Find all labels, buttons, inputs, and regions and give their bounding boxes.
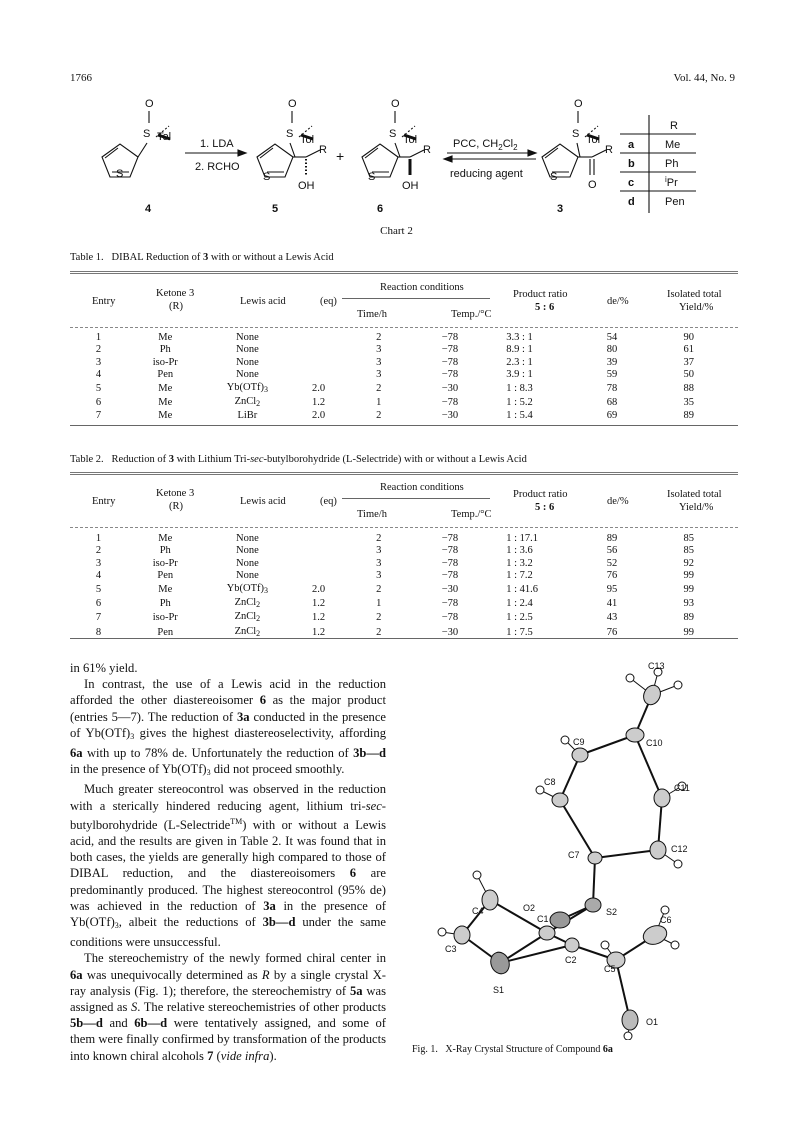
arrow2-top-label: PCC, $CH_2Cl_2$ [453,138,518,152]
table-cell: 2 [376,332,382,343]
col-temp: Temp./°C [451,509,492,520]
table-cell: 1 [95,533,102,544]
table-cell [291,357,346,369]
table-cell: 4 [95,570,102,582]
table-cell: −30 [441,626,459,638]
atom-OH: OH [402,180,419,192]
table-cell: 93 [683,598,694,610]
table-cell: 1 : 7.2 [506,570,533,582]
compound-label-4: 4 [145,203,152,215]
table-cell: Pen [157,369,174,381]
table-cell: Me [158,583,173,595]
table1-header [70,284,738,324]
table-cell: 41 [606,598,618,610]
table-cell: 1 : 5.2 [506,397,533,409]
table-cell: Ph [159,545,171,557]
compound-label-6: 6 [377,203,384,215]
atom-label-O2: O2 [523,903,536,913]
table-cell: 3 [376,356,382,368]
table-cell: 1 [95,332,102,343]
paragraph-3: The stereochemistry of the newly formed chiral center in 6a was unequivocally determined as R by a single crystal X-ray analysis (Fig. 1); therefore, the stereochemistry of 5a was assigned as S. The relative stereochemistries of other products 5b—d and 6b—d were tentatively assigned, and some of them were finally confirmed by transformation of the products into known chiral alcohols 7 (vide infra). [70,951,387,1063]
atom-R: R [423,144,431,156]
table-cell: 99 [683,570,694,582]
table-cell: 43 [606,612,618,624]
table-cell: 61 [683,344,694,356]
table-cell: Ph [159,344,171,356]
table-cell: 3 [376,344,382,356]
table-cell: 1 : 7.5 [506,626,533,638]
table-cell: 54 [606,332,618,343]
table-cell: 2.0 [311,583,326,595]
col-ratio: Product ratio [513,289,568,300]
col-yield: Isolated total [667,289,722,300]
chart-caption: Chart 2 [380,225,413,237]
r-key-a: a [628,139,635,151]
table-cell: 2 [376,382,382,394]
table-cell: Me [158,533,173,544]
paragraph-1: In contrast, the use of a Lewis acid in the reduction afforded the other diastereoisomer 6 as the major product (entries 5—7). The reduction of 3a conducted in the presence of $Yb(OTf)_3$ gives the highest diastereoselectivity, affording 6a with up to 78% de. Unfortunately the reduction of 3b—d in the presence of $Yb(OTf)_3$ did not proceed smoothly. [70,677,387,778]
page-number: 1766 [70,72,92,84]
table-cell: Me [158,332,173,343]
col-de: de/% [607,296,629,307]
table-cell: Me [158,410,173,422]
atom-S: S [116,168,124,180]
table-cell: 1 : 2.4 [506,598,533,610]
table-cell: 2 [95,344,102,356]
atom-label-C7: C7 [568,850,580,860]
table-cell: 89 [606,533,618,544]
col-time: Time/h [357,509,387,520]
r-value-d: Pen [665,196,685,208]
plus-sign: + [336,148,345,164]
table-cell: 80 [606,344,618,356]
col-entry: Entry [92,496,116,507]
atom-label-C10: C10 [646,738,663,748]
table-cell: 68 [606,397,618,409]
table-row [70,357,738,369]
table-cell: Pen [157,570,174,582]
table-cell: 1.2 [311,598,326,610]
atom-R: R [319,144,327,156]
table-cell: Me [158,397,173,409]
table-cell: 1.2 [311,612,326,624]
atom-S: S [286,128,294,140]
table-cell: None [236,356,259,368]
compound-label-3: 3 [557,203,564,215]
atom-S: S [143,128,151,140]
table-cell [291,533,346,545]
table-cell: 7 [95,410,102,422]
xray-structure-figure [420,660,738,1040]
atom-O: O [574,98,583,110]
body-text [70,660,386,1064]
atom-Tol: Tol [403,134,418,146]
table-cell: 2.0 [311,410,326,422]
table-cell [291,344,346,356]
table-cell: 2 [376,626,382,638]
table-cell: 3 [376,545,382,557]
paragraph-0: in 61% yield. [70,661,138,675]
atom-label-O1: O1 [646,1017,659,1027]
table-row [70,410,738,422]
table-cell: 52 [606,557,618,569]
table-cell: 2 [95,545,102,557]
table-cell: 5 [95,382,102,394]
table-row [70,570,738,582]
table-cell: 89 [683,410,694,422]
atom-R: R [605,144,613,156]
table-row [70,332,738,344]
atom-label-C5: C5 [604,964,616,974]
table-cell: Pen [157,626,174,638]
arrow1-top-label: 1. LDA [200,138,234,150]
table-cell: 95 [606,583,618,595]
atom-label-C12: C12 [671,844,688,854]
table-cell: 1 : 41.6 [506,583,539,595]
col-ketone: Ketone 3 [156,288,195,299]
table-cell: 1 : 17.1 [506,533,539,544]
table-cell: 7 [95,612,102,624]
table-cell: 69 [606,410,618,422]
atom-label-C11: C11 [674,783,690,793]
col-conditions: Reaction conditions [380,482,464,493]
compound-label-5: 5 [272,203,279,215]
table-cell: 4 [95,369,102,381]
table-cell: 3 [95,557,102,569]
reaction-scheme [70,95,738,225]
table-cell: 1 : 5.4 [506,410,533,422]
table-cell [291,545,346,557]
table-cell: 35 [683,397,694,409]
table-cell: 92 [683,557,694,569]
table-cell: 88 [683,382,694,394]
atom-label-C8: C8 [544,777,556,787]
col-entry: Entry [92,296,116,307]
table-row [70,369,738,381]
r-value-a: Me [665,139,681,151]
r-key-c: c [628,177,635,189]
table-cell: 99 [683,583,694,595]
table-row [70,545,738,557]
table-cell: None [236,545,259,557]
table-cell: 59 [606,369,618,381]
table-cell: −30 [441,583,459,595]
table-cell: −78 [441,533,459,544]
table-cell [291,570,346,582]
atom-Tol: Tol [586,134,601,146]
table1-bottom-rule [70,425,738,426]
atom-label-C6: C6 [660,915,672,925]
col-yield: Isolated total [667,489,722,500]
table-row [70,611,738,625]
atom-label-C3: C3 [445,944,457,954]
table-cell: Ph [159,598,171,610]
atom-O: O [588,179,597,191]
r-key-d: d [628,196,635,208]
table-cell: 8.9 : 1 [506,344,533,356]
col-lewis: Lewis acid [240,296,286,307]
arrow2-bottom-label: reducing agent [450,168,523,180]
table-cell: ZnCl$_2$ [234,597,261,610]
col-yield-sub: Yield/% [679,302,714,313]
table-cell: 1.2 [311,626,326,638]
table-cell: 1 : 3.2 [506,557,533,569]
table2-title: Table 2. Reduction of 3 with Lithium Tri-sec-butylborohydride (L-Selectride) with or without a Lewis Acid [70,454,527,465]
atom-O: O [391,98,400,110]
table-cell: 2.0 [311,382,326,394]
table-cell: 2 [376,410,382,422]
table-cell: 2 [376,612,382,624]
col-ketone-sub: (R) [169,501,183,512]
col-ratio: Product ratio [513,489,568,500]
table-cell: $Yb(OTf)_3$ [226,582,269,595]
atom-OH: OH [298,180,315,192]
table-cell: −78 [441,612,459,624]
r-key-b: b [628,158,635,170]
table-cell: 3.9 : 1 [506,369,533,381]
table-cell: 1 [376,598,382,610]
paragraph-2: Much greater stereocontrol was observed in the reduction with a sterically hindered reducing agent, lithium tri-sec-butylborohydride (L-Selectride™) with or without a Lewis acid, and the results are given in Table 2. It was found that in both cases, the yields are generally high compared to those of DIBAL reduction, and the diastereoisomers 6 are predominantly produced. The highest stereocontrol (95% de) was achieved in the reduction of 3a in the presence of $Yb(OTf)_3$, albeit the reductions of 3b—d under the same conditions were unsuccessful. [70,782,387,950]
table-cell: −30 [441,382,459,394]
table-cell: ZnCl$_2$ [234,396,261,409]
table-cell: −78 [441,598,459,610]
atom-S: S [572,128,580,140]
table-cell: −78 [441,397,459,409]
journal-volume: Vol. 44, No. 9 [673,72,735,84]
table-cell: 85 [683,545,694,557]
table-cell: 89 [683,612,694,624]
atom-O: O [145,98,154,110]
col-ketone-sub: (R) [169,301,183,312]
table-cell: −78 [441,570,459,582]
table-cell: iso-Pr [152,557,178,569]
table1-header-rule [70,327,738,328]
table2-header [70,484,738,524]
arrow1-bottom-label: 2. RCHO [195,161,240,173]
atom-S: S [389,128,397,140]
atom-label-C4: C4 [472,906,484,916]
table-cell: 1.2 [311,397,326,409]
table-cell: None [236,533,259,544]
table-cell: 2.3 : 1 [506,356,533,368]
atom-label-C9: C9 [573,737,585,747]
table-cell: None [236,344,259,356]
table-cell: −30 [441,410,459,422]
table-row [70,344,738,356]
table1-top-rule [70,271,738,274]
r-value-b: Ph [665,158,679,170]
table-row [70,533,738,545]
atom-label-C2: C2 [565,955,577,965]
table-cell: 1 [376,397,382,409]
table-cell: None [236,570,259,582]
table-cell: $Yb(OTf)_3$ [226,381,269,394]
table-cell: 76 [606,626,618,638]
table-cell: 2 [376,533,382,544]
table-cell: 78 [606,382,618,394]
table-cell: 50 [683,369,694,381]
table-row [70,396,738,410]
table-row [70,597,738,611]
atom-S: S [263,171,271,183]
table2-bottom-rule [70,638,738,639]
atom-Tol: Tol [157,131,172,143]
table-cell: 39 [606,356,618,368]
table-cell: 1 : 3.6 [506,545,533,557]
table2-header-rule [70,527,738,528]
table-cell: −78 [441,545,459,557]
atom-O: O [288,98,297,110]
atom-label-S1: S1 [493,985,505,995]
r-value-c: $^i$Pr [665,175,678,189]
table-cell: −78 [441,332,459,343]
col-temp: Temp./°C [451,309,492,320]
r-table-header: R [670,120,678,132]
table-cell: 3.3 : 1 [506,332,533,343]
table-cell: 90 [683,332,694,343]
table-cell: iso-Pr [152,356,178,368]
table-cell: iso-Pr [152,612,178,624]
table2-top-rule [70,472,738,475]
table2-body [70,533,738,640]
table-cell: 85 [683,533,694,544]
col-eq: (eq) [320,296,337,307]
col-lewis: Lewis acid [240,496,286,507]
conditions-rule [342,298,490,299]
table-cell: None [236,557,259,569]
col-ratio-sub: 5 : 6 [535,302,555,313]
col-yield-sub: Yield/% [679,502,714,513]
table-cell: Me [158,382,173,394]
table-cell: 37 [683,356,694,368]
atom-label-S2: S2 [606,907,618,917]
table-cell: 3 [376,570,382,582]
table-cell: −78 [441,369,459,381]
atom-label-C1: C1 [537,914,549,924]
table-cell: 5 [95,583,102,595]
col-eq: (eq) [320,496,337,507]
table-cell: −78 [441,344,459,356]
table-cell: 76 [606,570,618,582]
table-cell [291,558,346,570]
table-cell: 3 [376,369,382,381]
table-cell: 6 [95,397,102,409]
table-row [70,558,738,570]
table-cell: −78 [441,557,459,569]
table-row [70,382,738,396]
table-cell: ZnCl$_2$ [234,611,261,624]
table-cell: 1 : 2.5 [506,612,533,624]
table1-body [70,332,738,423]
table-cell [291,369,346,381]
table1-title: Table 1. DIBAL Reduction of 3 with or without a Lewis Acid [70,252,334,263]
table-cell: 56 [606,545,618,557]
table-cell: 2 [376,583,382,595]
col-time: Time/h [357,309,387,320]
table-cell: 3 [95,356,102,368]
table-cell: None [236,332,259,343]
table-cell: ZnCl$_2$ [234,625,261,638]
table-cell: 3 [376,557,382,569]
table-row [70,583,738,597]
figure-caption: Fig. 1. X-Ray Crystal Structure of Compound 6a [412,1044,613,1055]
col-de: de/% [607,496,629,507]
atom-Tol: Tol [300,134,315,146]
table-cell: 6 [95,598,102,610]
atom-S: S [550,171,558,183]
col-ketone: Ketone 3 [156,488,195,499]
col-ratio-sub: 5 : 6 [535,502,555,513]
table-cell: −78 [441,356,459,368]
atom-S: S [368,171,376,183]
col-conditions: Reaction conditions [380,282,464,293]
table-cell: None [236,369,259,381]
table-cell: 99 [683,626,694,638]
table-cell: 1 : 8.3 [506,382,533,394]
table-cell: LiBr [237,410,258,422]
atom-label-C13: C13 [648,661,665,671]
conditions-rule [342,498,490,499]
table-cell: 8 [95,626,102,638]
table-cell [291,332,346,344]
